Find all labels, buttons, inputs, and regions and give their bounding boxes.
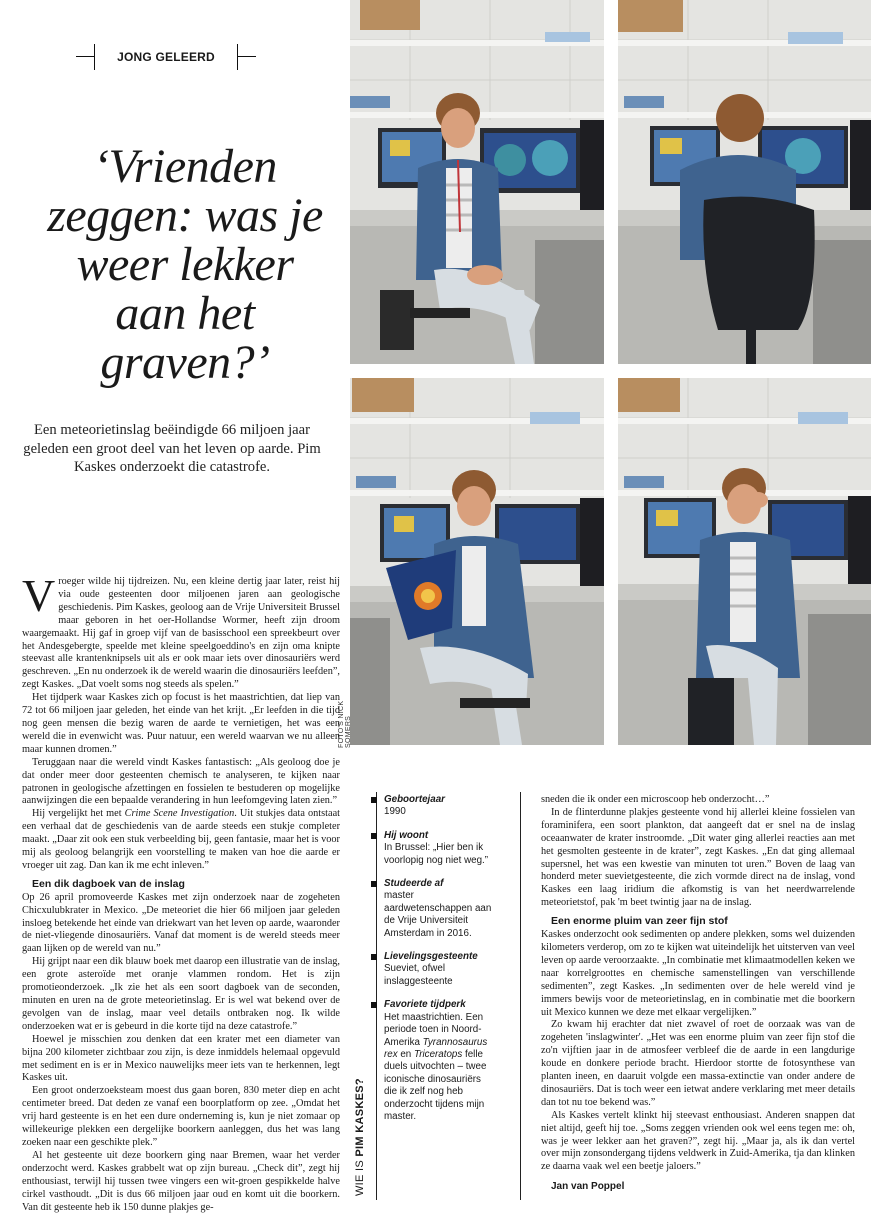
article-column-1 — [22, 570, 340, 1214]
photo-looking-through-stone — [618, 378, 871, 745]
article-text: . Uit stukjes data ontstaat een verhaal dat de geschiedenis van de aarde steeds een stukje completer maakt. „Daar zit ook een stuk verbeelding bij, geen fantasie, maar het is voor mij als geoloog belangrijk een voorstelling te maken van hoe die aarde er vroeger uit zag. Dan kan ik me echt inleven.” — [22, 808, 340, 871]
article-paragraph: Kaskes onderzocht ook sedimenten op andere plekken, soms wel duizenden kilometers verderop, om zo te kijken wat uiteindelijk het uitsterven van veel leven op aarde veroorzaakte. „In combinatie met klimaatmodellen keken we naar korrelgroottes en chemische samenstellingen van verschillende sedimenten”, zegt Kaskes. „In sedimenten over de hele wereld vind je immers bewijs voor de meteorietinslag, en in combinatie met die boorkern uit Mexico kunnen we deze met elkaar vergelijken.” — [541, 929, 855, 1018]
article-paragraph — [22, 808, 340, 873]
sidebar-right-rule — [520, 792, 521, 1200]
fact-emphasis: Tyrannosaurus rex — [384, 1036, 488, 1060]
section-rule-right — [238, 56, 256, 57]
fact-text: 1990 — [384, 806, 406, 818]
fact-title: Studeerde af — [384, 878, 444, 890]
fact-item — [384, 999, 496, 1123]
bullet-icon — [371, 797, 377, 803]
fact-title: Hij woont — [384, 829, 429, 841]
article-paragraph: Als Kaskes vertelt klinkt hij steevast enthousiast. Anderen snappen dat niet altijd, geeft hij toe. „Soms zeggen vrienden ook wel eens tegen me: oh, was je weer lekker aan het graven?”, zegt hij. „Maar ja, als ik dan vertel over mijn zonsondergang tijdens veldwerk in Zuid-Amerika, tja dan klinken ze daarna vaak wel een beetje jaloers.” — [541, 1109, 855, 1173]
article-paragraph: Een groot onderzoeksteam moest dus gaan boren, 830 meter diep en acht centimeter breed. Dat deden ze vanaf een boorplatform op zee. „Omdat het vrij hard gesteente is en het een dure onderneming is, kun je niet zomaar op willekeurige plekken een dergelijke boorkern aanleggen, dus het was lang zoeken naar een geschikte plek.” — [22, 1085, 340, 1148]
fact-emphasis: Triceratops — [413, 1048, 463, 1060]
bullet-icon — [371, 881, 377, 887]
fact-item — [384, 830, 496, 867]
article-column-3 — [541, 794, 855, 1194]
fact-item — [384, 794, 496, 819]
headline: ‘Vrienden zeggen: was je weer lekker aan het graven?’ — [47, 140, 323, 389]
fact-title: Lievelingsgesteente — [384, 951, 478, 963]
photo-holding-book — [350, 378, 604, 745]
article-paragraph-text: roeger wilde hij tijdreizen. Nu, een kleine dertig jaar later, reist hij via oude gesteenten door miljoenen jaren aan geologische geschiedenis. Pim Kaskes, geoloog aan de Vrije Universiteit Brussel maar geboren in het oer-Hollandse Wormer, heeft zijn droom waargemaakt. Hij gaf in groep vijf van de basisschool een spreekbeurt over het Andesgebergte, speelde met kleine speelgoeddino's en zijn oma knipte steevast alle krantenknipsels uit als er ook maar iets over dinosauriërs werd geschreven. „En nu onderzoek ik de wereld waarin die dinosauriërs leefden”, zegt Kaskes. „Dat voelt soms nog steeds als spelen.” — [22, 576, 340, 691]
fact-text-part: en — [397, 1048, 414, 1060]
article-paragraph: Hoewel je misschien zou denken dat een krater met een diameter van bijna 200 kilometer zichtbaar zou zijn, is deze inmiddels helemaal opgevuld met sediment en is er in Mexico nauwelijks meer iets van te herkennen, legt Kaskes uit. — [22, 1033, 340, 1084]
article-paragraph — [22, 570, 340, 692]
article-paragraph: Zo kwam hij erachter dat niet zwavel of roet de oorzaak was van de zogeheten 'inslagwinter'. „Het was een enorme pluim van zeer fijn stof die zo'n vijftien jaar in de atmosfeer verbleef die de aarde in een langdurige koude en donkere periode bracht. Hierdoor stortte de fotosynthese van planten ineen, en daaruit volgde een massa-extinctie van onder andere de dinosauriërs. Dat is toch weer een ietwat andere verklaring met meer details dan tot nu toe bekend was.” — [541, 1019, 855, 1108]
bullet-icon — [371, 1002, 377, 1008]
fact-item — [384, 878, 496, 940]
photo-sitting-smiling — [350, 0, 604, 364]
article-paragraph: sneden die ik onder een microscoop heb onderzocht…” — [541, 794, 770, 805]
article-paragraph: Al het gesteente uit deze boorkern ging naar Bremen, waar het verder onderzocht werd. Kaskes grabbelt wat op zijn bureau. „Check dit”, zegt hij enthousiast, terwijl hij tussen twee vingers een wit-groen gespikkelde halve cirkel vasthoudt. „Dit is dus 66 miljoen jaar oud en komt uit die boorkern. Van dit gesteente heb ik 150 dunne plakjes ge- — [22, 1149, 340, 1213]
article-paragraph: Op 26 april promoveerde Kaskes met zijn onderzoek naar de zogeheten Chicxulubkrater in Mexico. „De meteoriet die hier 66 miljoen jaar geleden insloeg betekende het einde van driekwart van het leven op aarde, waaronder de niet-vliegende dinosauriërs. Vanaf dat moment is de wereld steeds meer gaan lijken op de wereld van nu.” — [22, 891, 340, 955]
fact-text: master aardwetenschappen aan de Vrije Universiteit Amsterdam in 2016. — [384, 890, 492, 939]
article-paragraph: Het tijdperk waar Kaskes zich op focust is het maastrichtien, dat liep van 72 tot 66 miljoen jaar geleden, het einde van het krijt. „Er leefden in die tijd nog geen mensen die bezig waren de aarde te vernietigen, het was een wereld die in evenwicht was. Puur natuur, een wereld waarvan we nu alleen maar kunnen dromen.” — [22, 692, 340, 755]
section-rule-left — [76, 56, 94, 57]
photo-at-computer — [618, 0, 871, 364]
sidebar-title-bold: PIM KASKES? — [354, 1078, 366, 1157]
intro-text: Een meteorietinslag beëindigde 66 miljoen jaar geleden een groot deel van het leven op aarde. Pim Kaskes onderzoekt die catastrofe. — [23, 422, 321, 475]
fact-text: Sueviet, ofwel inslaggesteente — [384, 963, 453, 987]
section-label — [76, 44, 256, 70]
article-text: Hij vergelijkt het met — [32, 808, 125, 820]
subheading-diary: Een dik dagboek van de inslag — [32, 877, 185, 890]
fact-text-part: felle duels uitvochten – twee iconische dinosauriërs die ik zelf nog heb onderzocht tijdens mijn master. — [384, 1048, 487, 1122]
sidebar-title — [354, 1060, 376, 1196]
bullet-icon — [371, 954, 377, 960]
article-paragraph: Teruggaan naar die wereld vindt Kaskes fantastisch: „Als geoloog doe je dat onder meer door gesteenten chemisch te analyseren, te kijken naar patronen in geologische afzettingen en fossielen te bestuderen op mogelijke aanwijzingen die een bepaalde verandering in hun leefomgeving laten zien.” — [22, 756, 340, 807]
fact-text — [384, 1012, 496, 1124]
fact-title: Favoriete tijdperk — [384, 999, 466, 1011]
drop-cap: V — [22, 570, 56, 621]
article-emphasis: Crime Scene Investigation — [124, 808, 235, 820]
section-tick-right — [237, 44, 238, 70]
sidebar-title-pre: WIE IS — [354, 1156, 366, 1196]
bullet-icon — [371, 833, 377, 839]
subheading-dust-plume: Een enorme pluim van zeer fijn stof — [551, 915, 728, 928]
fact-item — [384, 951, 496, 988]
fact-text: In Brussel: „Hier ben ik voorlopig nog niet weg.” — [384, 842, 489, 866]
sidebar-left-rule — [376, 792, 377, 1200]
byline: Jan van Poppel — [551, 1181, 625, 1193]
article-paragraph: Hij grijpt naar een dik blauw boek met daarop een illustratie van de inslag, een grote asteroïde met oranje vlammen rondom. Het is zijn promotieonderzoek. „Ik zie het als een soort dagboek van de seconden, minuten en uren na de grote meteorietinslag. Er is wel wat bekend over de gevolgen van de inslag, maar veel details ontbraken nog. Ik wilde onderzoeken wat er is gebeurd in die korte tijd na deze catastrofe.” — [22, 956, 340, 1032]
photo-grid — [350, 0, 871, 745]
section-label-text: JONG GELEERD — [117, 50, 215, 64]
fact-title: Geboortejaar — [384, 794, 445, 805]
photo-credit: FOTO'S NICK SOMERS — [338, 700, 352, 748]
section-tick-left — [94, 44, 95, 70]
fact-text-part: Het maastrichtien. Een periode toen in Noord-Amerika — [384, 1011, 484, 1048]
fact-list — [384, 794, 496, 1134]
article-paragraph: In de flinterdunne plakjes gesteente vond hij allerlei kleine fossielen van foraminifera, een soort plankton, dat aangeeft dat er snel na de inslag oceaanwater de krater instroomde. „Dit water ging allerlei reacties aan met het gesmolten gesteente in de krater”, zegt Kaskes. „En dat ging allemaal supersnel, het was een kwestie van minuten tot uren.” Boven de laag van honderd meter suevietgesteente, die zich vormde direct na de inslag, vond Kaskes een laag iridium die afkomstig is van het neerdwarrelende meteorietstof, pak 'm beet twintig jaar na de inslag. — [541, 806, 855, 909]
